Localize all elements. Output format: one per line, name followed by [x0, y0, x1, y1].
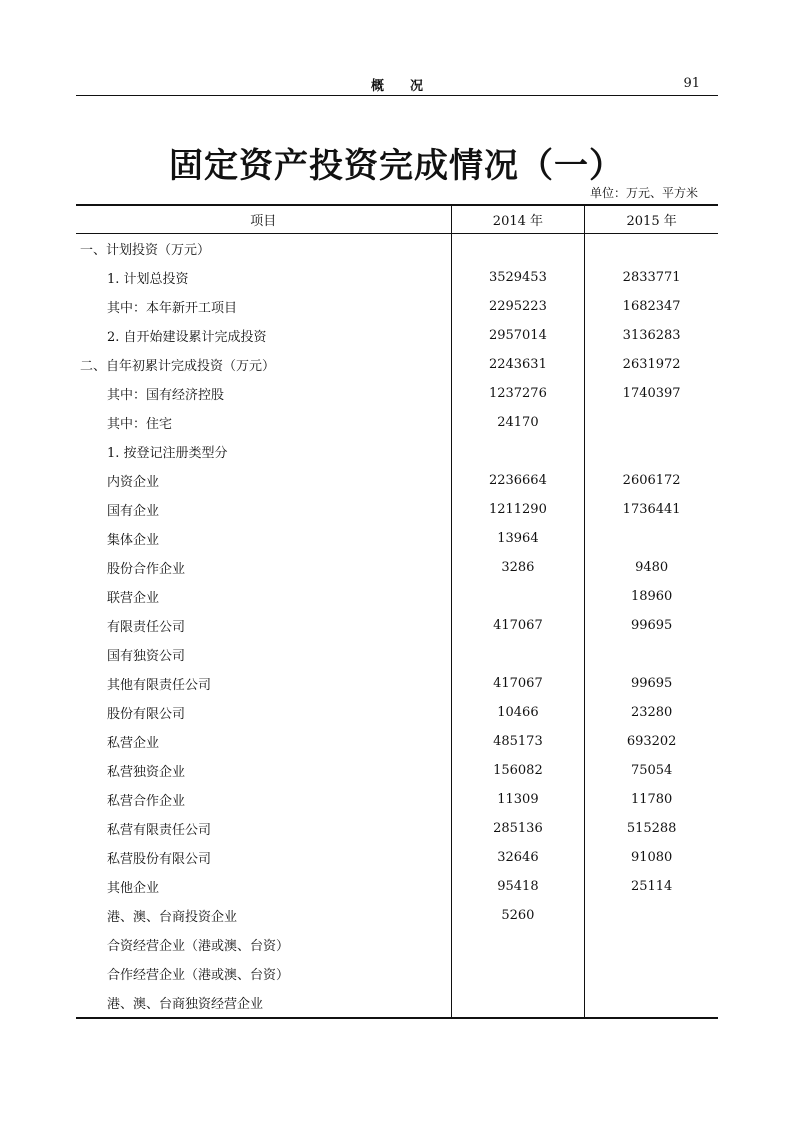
- value-2015: 25114: [630, 879, 673, 894]
- row-label: 其中：住宅: [107, 417, 173, 432]
- value-2015: 2631972: [622, 357, 681, 372]
- table-row: [76, 843, 718, 872]
- value-2015: 9480: [635, 560, 669, 575]
- value-2014: 3529453: [451, 263, 585, 292]
- row-label: 一、计划投资（万元）: [80, 243, 211, 258]
- value-2015: [585, 901, 718, 930]
- table-row: [76, 408, 718, 437]
- table-row: [76, 611, 718, 640]
- value-2015: 23280: [630, 705, 673, 720]
- value-2014: 24170: [451, 408, 585, 437]
- value-2014: 2957014: [451, 321, 585, 350]
- table-row: [76, 727, 718, 756]
- row-label: 国有独资公司: [107, 649, 186, 664]
- row-label: 合资经营企业（港或澳、台资）: [107, 939, 290, 954]
- value-2015: 99695: [630, 618, 673, 633]
- value-2014: [451, 640, 585, 669]
- value-2014: 13964: [451, 524, 585, 553]
- row-label: 股份合作企业: [107, 562, 186, 577]
- running-header: [76, 73, 718, 96]
- value-2015: 2833771: [622, 270, 681, 285]
- value-2015: 515288: [626, 821, 677, 836]
- row-label: 2. 自开始建设累计完成投资: [107, 330, 267, 345]
- table-row: [76, 582, 718, 611]
- table-row: [76, 292, 718, 321]
- row-label: 1. 计划总投资: [107, 272, 189, 287]
- row-label: 其他有限责任公司: [107, 678, 212, 693]
- row-label: 股份有限公司: [107, 707, 186, 722]
- row-label: 1. 按登记注册类型分: [107, 446, 228, 461]
- value-2014: [451, 930, 585, 959]
- value-2015: [585, 234, 718, 264]
- column-header-item: 项目: [76, 205, 451, 234]
- table-row: [76, 350, 718, 379]
- row-label: 私营企业: [107, 736, 160, 751]
- table-row: [76, 524, 718, 553]
- table-body: [76, 234, 718, 1019]
- column-header-2015: 2015 年: [585, 205, 718, 234]
- table-row: [76, 321, 718, 350]
- value-2015: 1740397: [622, 386, 681, 401]
- section-title: 概况: [370, 79, 449, 94]
- investment-table: [76, 204, 718, 1019]
- value-2015: [585, 988, 718, 1018]
- table-row: [76, 785, 718, 814]
- value-2015: [585, 437, 718, 466]
- column-header-2014: 2014 年: [451, 205, 585, 234]
- value-2014: 10466: [451, 698, 585, 727]
- table-row: [76, 379, 718, 408]
- page-number: 91: [683, 76, 700, 91]
- table-row: [76, 669, 718, 698]
- table-row: [76, 930, 718, 959]
- value-2014: 2295223: [451, 292, 585, 321]
- table-row: [76, 640, 718, 669]
- row-label: 其中：本年新开工项目: [107, 301, 238, 316]
- value-2014: [451, 959, 585, 988]
- row-label: 私营有限责任公司: [107, 823, 212, 838]
- table-row: [76, 814, 718, 843]
- value-2014: 5260: [451, 901, 585, 930]
- value-2014: [451, 234, 585, 264]
- row-label: 合作经营企业（港或澳、台资）: [107, 968, 290, 983]
- row-label: 港、澳、台商独资经营企业: [76, 988, 451, 1018]
- value-2015: [585, 524, 718, 553]
- table-row: [76, 988, 718, 1018]
- table-row: [76, 466, 718, 495]
- table-row: [76, 901, 718, 930]
- value-2014: 1237276: [451, 379, 585, 408]
- row-label: 联营企业: [107, 591, 160, 606]
- value-2015: [585, 408, 718, 437]
- row-label: 国有企业: [107, 504, 160, 519]
- value-2014: 485173: [451, 727, 585, 756]
- table-header-row: [76, 205, 718, 234]
- row-label: 内资企业: [107, 475, 160, 490]
- value-2014: 285136: [451, 814, 585, 843]
- table-row: [76, 756, 718, 785]
- table-row: [76, 437, 718, 466]
- table-row: [76, 872, 718, 901]
- row-label: 港、澳、台商投资企业: [107, 910, 238, 925]
- row-label: 二、自年初累计完成投资（万元）: [80, 359, 276, 374]
- value-2015: 693202: [626, 734, 677, 749]
- value-2014: 32646: [451, 843, 585, 872]
- row-label: 私营合作企业: [107, 794, 186, 809]
- row-label: 集体企业: [107, 533, 160, 548]
- value-2015: 99695: [630, 676, 673, 691]
- table-row: [76, 495, 718, 524]
- row-label: 私营独资企业: [107, 765, 186, 780]
- value-2015: 18960: [630, 589, 673, 604]
- value-2014: 1211290: [451, 495, 585, 524]
- table-row: [76, 263, 718, 292]
- value-2014: 3286: [451, 553, 585, 582]
- value-2015: 75054: [630, 763, 673, 778]
- row-label: 有限责任公司: [107, 620, 186, 635]
- table-row: [76, 553, 718, 582]
- value-2015: [585, 930, 718, 959]
- value-2014: 2243631: [451, 350, 585, 379]
- row-label: 私营股份有限公司: [107, 852, 212, 867]
- value-2014: 417067: [451, 669, 585, 698]
- value-2014: 95418: [451, 872, 585, 901]
- value-2015: 1736441: [622, 502, 681, 517]
- value-2014: 11309: [451, 785, 585, 814]
- table-row: [76, 234, 718, 264]
- value-2014: 156082: [451, 756, 585, 785]
- value-2014: [451, 582, 585, 611]
- table-row: [76, 959, 718, 988]
- value-2014: 2236664: [451, 466, 585, 495]
- row-label: 其他企业: [107, 881, 160, 896]
- value-2015: 91080: [630, 850, 673, 865]
- value-2015: [585, 959, 718, 988]
- value-2014: [451, 988, 585, 1018]
- page-title: 固定资产投资完成情况（一）: [169, 146, 624, 186]
- value-2015: [585, 640, 718, 669]
- unit-note: 单位：万元、平方米: [589, 186, 698, 200]
- value-2015: 2606172: [622, 473, 681, 488]
- value-2014: 417067: [451, 611, 585, 640]
- row-label: 其中：国有经济控股: [107, 388, 225, 403]
- value-2014: [451, 437, 585, 466]
- value-2015: 3136283: [622, 328, 681, 343]
- value-2015: 11780: [630, 792, 673, 807]
- table-row: [76, 698, 718, 727]
- value-2015: 1682347: [622, 299, 681, 314]
